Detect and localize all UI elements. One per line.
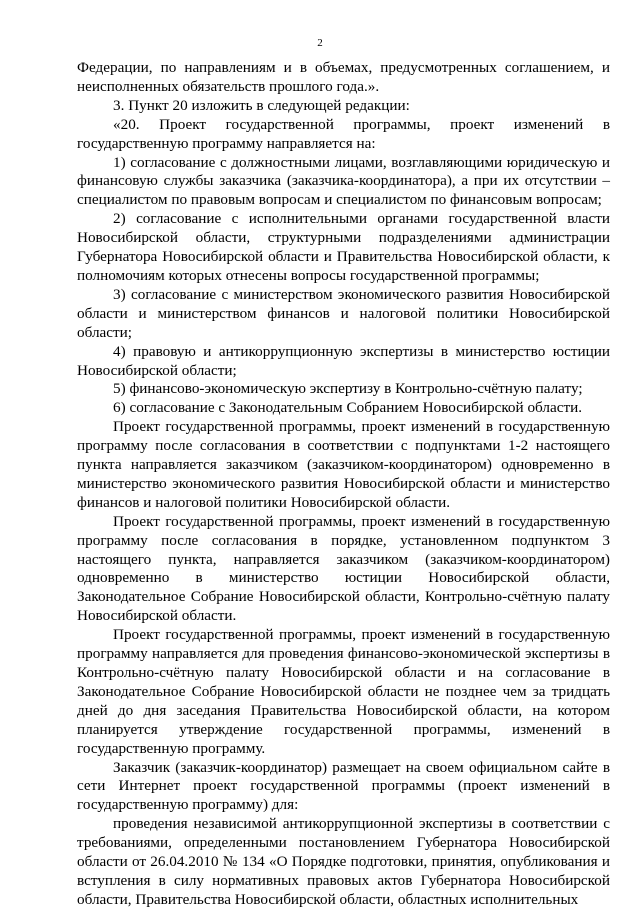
page-number: 2 [317, 37, 323, 49]
paragraph-subitem-6: 6) согласование с Законодательным Собранием Новосибирской области. [113, 399, 583, 417]
paragraph-continuation: Федерации, по направлениям и в объемах, предусмотренных соглашением, и неисполненных обязательств прошлого года.». [77, 59, 610, 95]
paragraph-body-2: Проект государственной программы, проект изменений в государственную программу после согласования в порядке, установленном подпунктом 3 настоящего пункта, направляется заказчиком (заказчиком-координатором) одновременно в министерство юстиции Новосибирской области, Законодательное Собрание Новосибирской области, Контрольно-счётную палату Новосибирской области. [77, 512, 610, 625]
paragraph-subitem-5: 5) финансово-экономическую экспертизу в Контрольно-счётную палату; [113, 380, 583, 398]
document-body [77, 59, 610, 910]
paragraph-body-3: Проект государственной программы, проект изменений в государственную программу направляется для проведения финансово-экономической экспертизы в Контрольно-счётную палату Новосибирской области и на согласование в Законодательное Собрание Новосибирской области не позднее чем за тридцать дней до дня заседания Правительства Новосибирской области, на котором планируется утверждение государственной программы, изменений в государственную программу. [77, 626, 610, 757]
paragraph-point-20-intro: «20. Проект государственной программы, проект изменений в государственную программу направляется на: [77, 115, 610, 152]
paragraph-subitem-2: 2) согласование с исполнительными органами государственной власти Новосибирской области, структурными подразделениями администрации Губернатора Новосибирской области и Правительства Новосибирской области, к полномочиям которых отнесены вопросы государственной программы; [77, 210, 610, 284]
paragraph-subitem-4: 4) правовую и антикоррупционную экспертизы в министерство юстиции Новосибирской области; [77, 342, 610, 379]
paragraph-body-1: Проект государственной программы, проект изменений в государственную программу после согласования в соответствии с подпунктами 1-2 настоящего пункта направляется заказчиком (заказчиком-координатором) одновременно в министерство экономического развития Новосибирской области и министерство финансов и налоговой политики Новосибирской области. [77, 418, 610, 511]
paragraph-body-4: Заказчик (заказчик-координатор) размещает на своем официальном сайте в сети Интернет проект государственной программы (проект изменений в государственную программу) для: [77, 758, 610, 814]
paragraph-item-3-heading: 3. Пункт 20 изложить в следующей редакции: [113, 96, 410, 114]
paragraph-subitem-1: 1) согласование с должностными лицами, возглавляющими юридическую и финансовую службы заказчика (заказчика-координатора), а при их отсутствии – специалистом по правовым вопросам и специалистом по финансовым вопросам; [77, 153, 610, 209]
paragraph-subitem-3: 3) согласование с министерством экономического развития Новосибирской области и министерством финансов и налоговой политики Новосибирской области; [77, 285, 610, 341]
paragraph-body-5: проведения независимой антикоррупционной экспертизы в соответствии с требованиями, определенными постановлением Губернатора Новосибирской области от 26.04.2010 № 134 «О Порядке подготовки, принятия, опубликования и вступления в силу нормативных правовых актов Губернатора Новосибирской области, Правительства Новосибирской области, областных исполнительных [77, 815, 610, 908]
